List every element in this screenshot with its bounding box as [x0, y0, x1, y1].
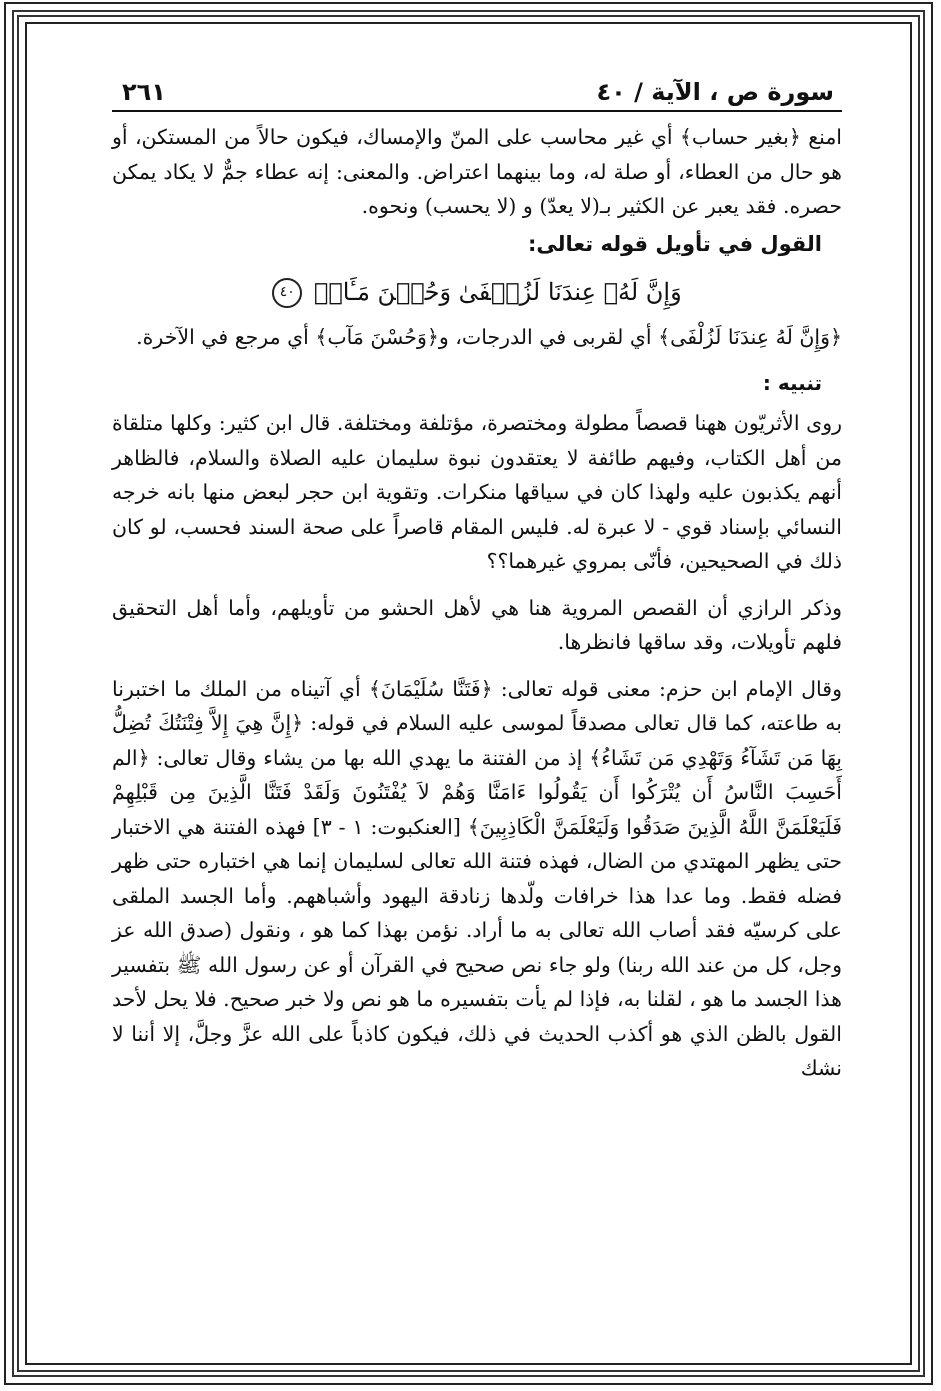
page-number: ٢٦١	[122, 78, 166, 106]
note-label: تنبيه :	[762, 371, 822, 395]
quran-verse	[112, 264, 842, 320]
paragraph-5: وقال الإمام ابن حزم: معنى قوله تعالى: ﴿فَتَنَّا سُلَيْمَانَ﴾ أي آتيناه من الملك ما اختبرنا به طاعته، كما قال تعالى مصدقاً لموسى عليه السلام في قوله: ﴿إِنَّ هِيَ إِلاَّ فِتْنَتُكَ تُضِلُّ بِهَا مَن تَشَآءُ وَتَهْدِي مَن تَشَاءُ﴾ إذ من الفتنة ما يهدي الله بها من يشاء وقال تعالى: ﴿الم أَحَسِبَ النَّاسُ أَن يُتْرَكُوا أَن يَقُولُوا ءَامَنَّا وَهُمْ لاَ يُفْتَنُونَ وَلَقَدْ فَتَنَّا الَّذِينَ مِن قَبْلِهِمْ فَلَيَعْلَمَنَّ اللَّهُ الَّذِينَ صَدَقُوا وَلَيَعْلَمَنَّ الْكَاذِبِينَ﴾ [العنكبوت: ١ - ٣] فهذه الفتنة هي الاختبار حتى يظهر المهتدي من الضال، فهذه فتنة الله تعالى لسليمان إنما هي اختباره حتى ظهر فضله فقط. وما عدا هذا خرافات ولّدها زنادقة اليهود وأشباههم. وأما الجسد الملقى على كرسيّه فقد أصاب الله تعالى به ما أراد. نؤمن بهذا كما هو ، ونقول (صدق الله عز وجل، كل من عند الله ربنا) ولو جاء نص صحيح في القرآن أو عن رسول الله ﷺ بتفسير هذا الجسد ما هو ، لقلنا به، فإذا لم يأت بتفسيره ما هو نص ولا خبر صحيح. فلا يحل لأحد القول بالظن الذي هو أكذب الحديث في ذلك، فيكون كاذباً على الله عزَّ وجلَّ، إلا أننا لا نشك	[112, 676, 842, 1080]
running-header	[112, 66, 842, 112]
section-heading: القول في تأويل قوله تعالى:	[528, 231, 822, 256]
paragraph-2: ﴿وَإِنَّ لَهُ عِندَنَا لَزُلْفَى﴾ أي لقربى في الدرجات، و﴿وَحُسْنَ مَآب﴾ أي مرجع في الآخرة.	[136, 324, 842, 349]
verse-number-marker: ٤٠	[272, 278, 302, 308]
paragraph-3: روى الأثريّون ههنا قصصاً مطولة ومختصرة، مؤتلفة ومختلفة. قال ابن كثير: وكلها متلقاة من أهل الكتاب، وفيهم طائفة لا يعتقدون نبوة سليمان عليه الصلاة والسلام، فالظاهر أنهم يكذبون عليه ولهذا كان في سياقها منكرات. وتقوية ابن حجر لبعض منها بانه خرجه النسائي بإسناد قوي - لا عبرة له. فليس المقام قاصراً على صحة السند فحسب، لو كان ذلك في الصحيحين، فأنّى بمروي غيرهما؟؟	[112, 411, 842, 573]
book-page	[112, 66, 842, 1086]
paragraph-1: امنع ﴿بغير حساب﴾ أي غير محاسب على المنّ والإمساك، فيكون حالاً من المستكن، أو هو حال من العطاء، أو صلة له، وما بينهما اعتراض. والمعنى: إنه عطاء جمٌّ لا يكاد يمكن حصره. فقد يعبر عن الكثير بـ(لا يعدّ) و (لا يحسب) ونحوه.	[112, 125, 842, 218]
paragraph-gap	[112, 579, 842, 591]
page-body	[112, 120, 842, 1086]
paragraph-gap	[112, 660, 842, 672]
verse-text: وَإِنَّ لَهُۥ عِندَنَا لَزُلۡفَىٰ وَحُسۡنَ مَـَٔابٖ	[313, 277, 682, 306]
paragraph-4: وذكر الرازي أن القصص المروية هنا هي لأهل الحشو من تأويلهم، وأما أهل التحقيق فلهم تأويلات، وقد ساقها فانظرها.	[112, 595, 842, 654]
surah-title: سورة ص ، الآية / ٤٠	[596, 78, 834, 106]
